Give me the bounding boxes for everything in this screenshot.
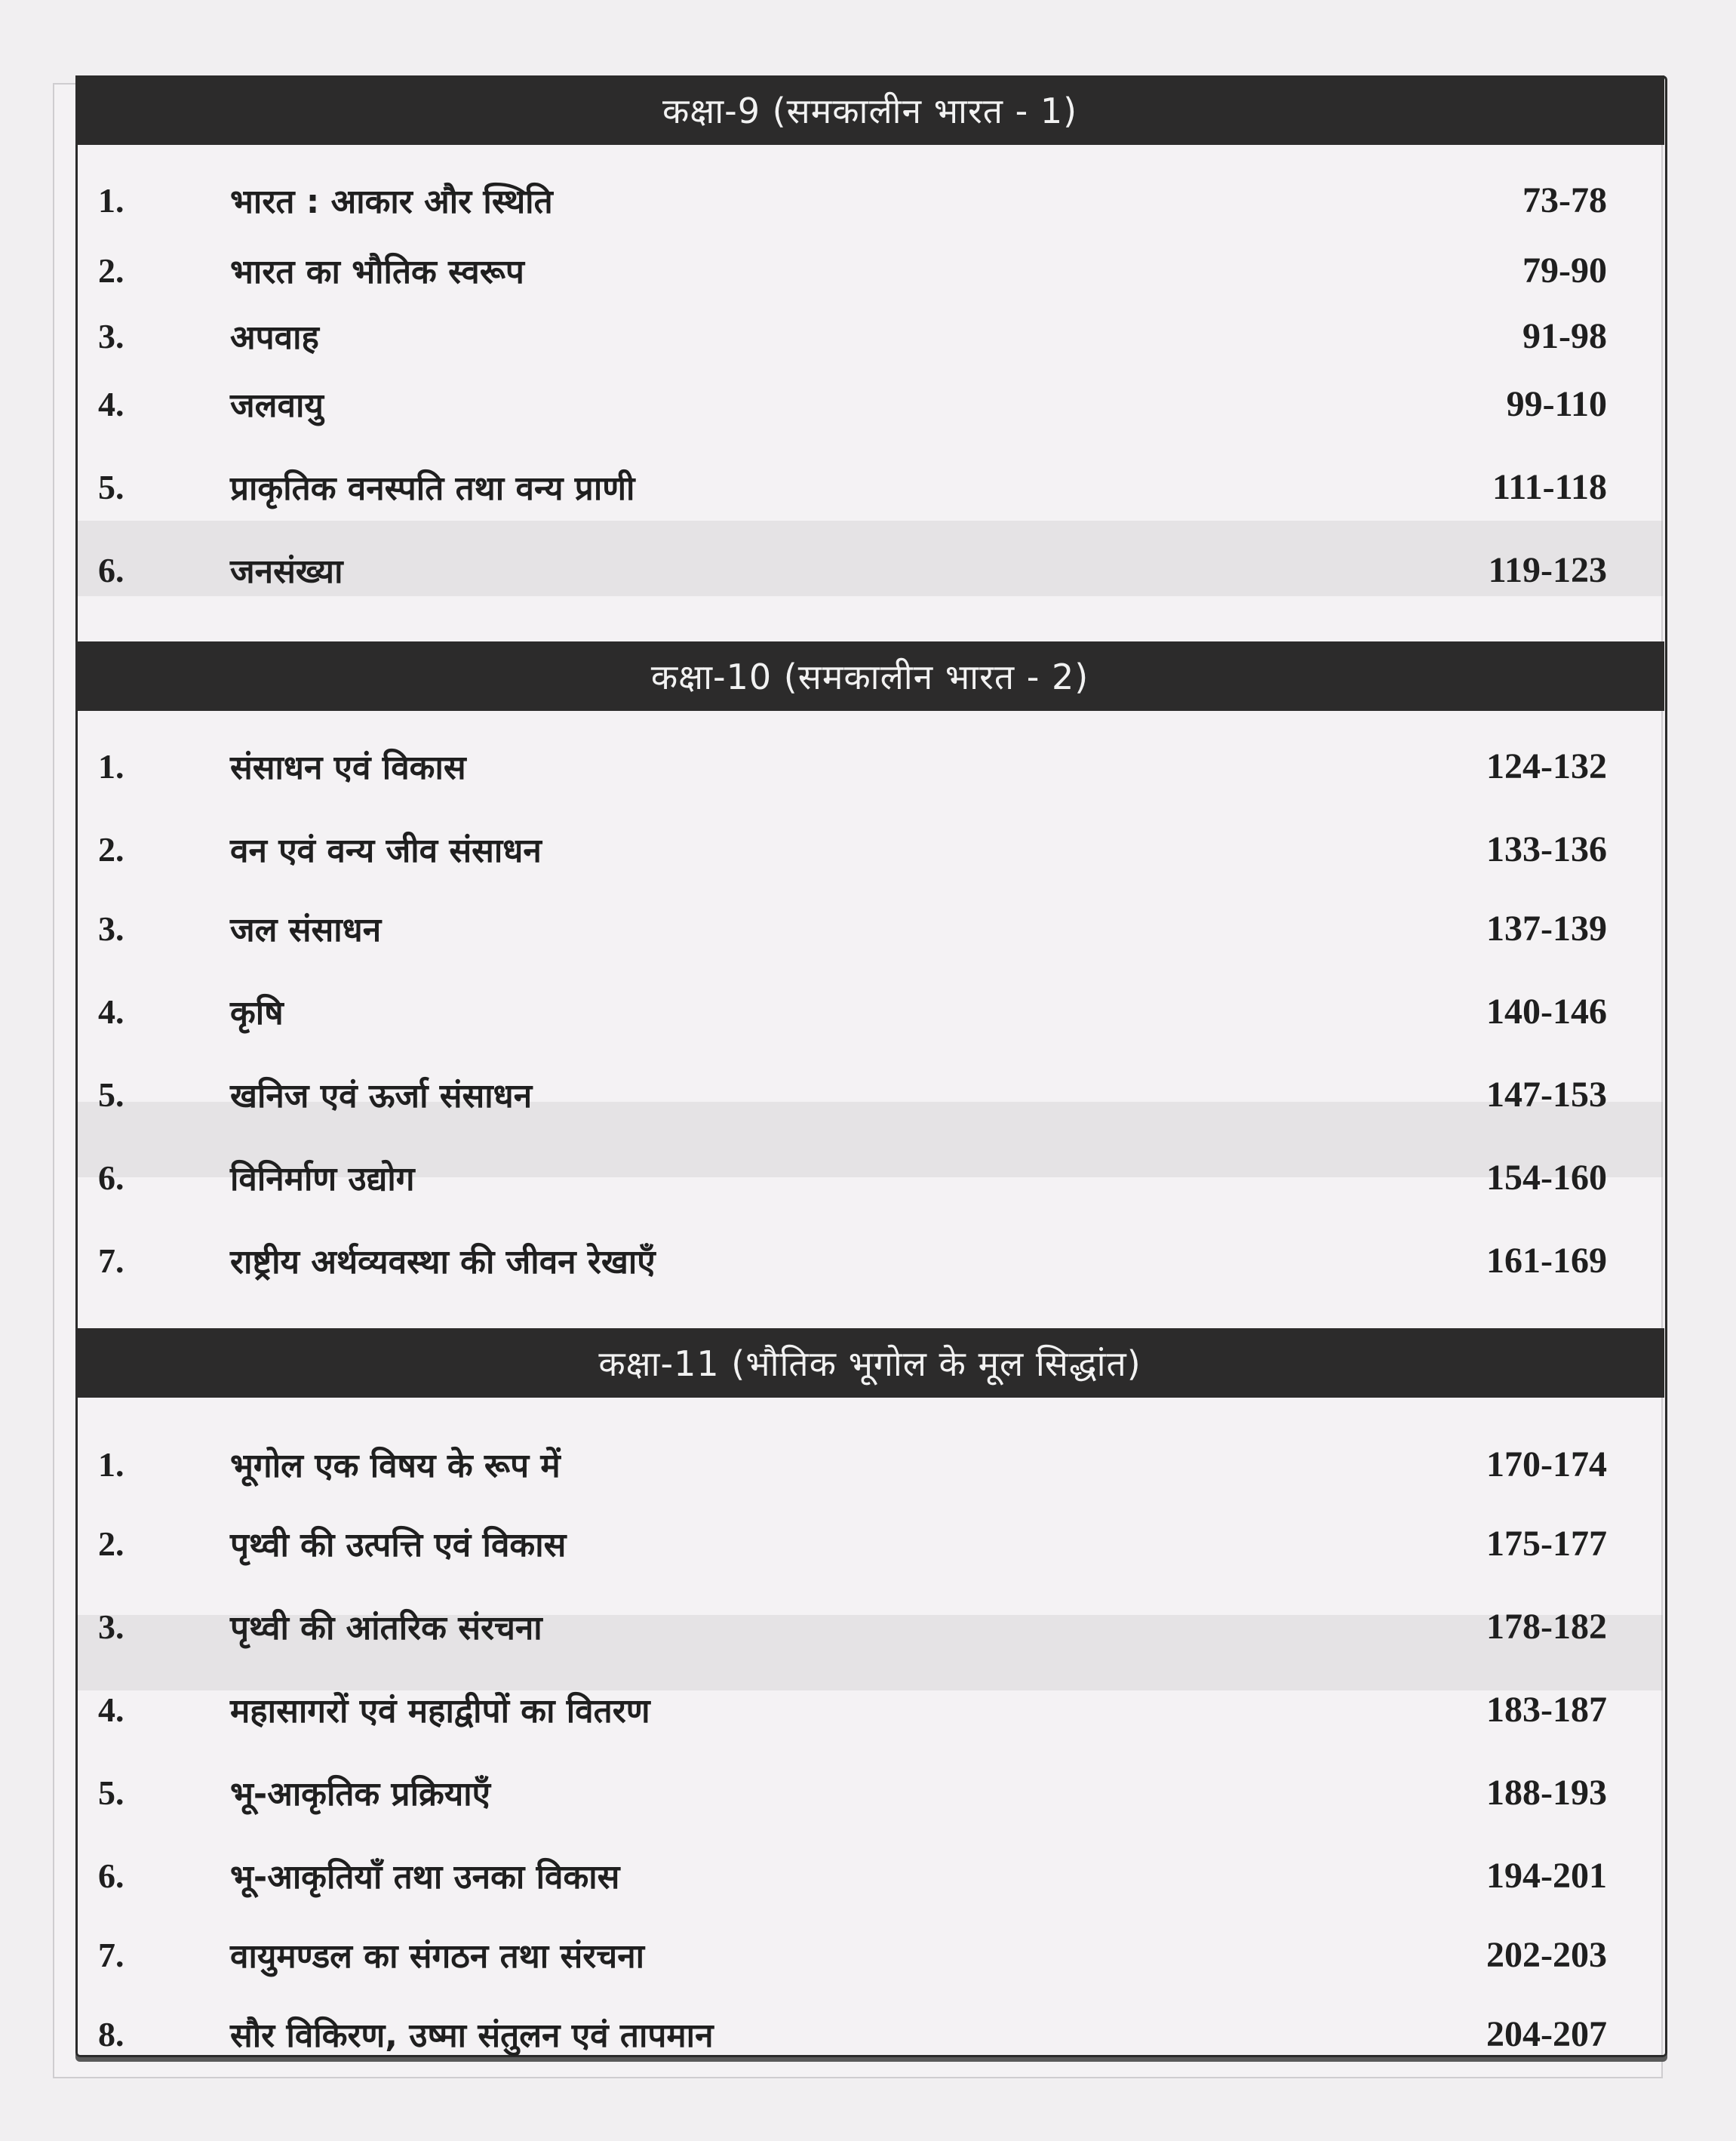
item-pages: 175-177: [1486, 1523, 1607, 1564]
item-pages: 188-193: [1486, 1772, 1607, 1813]
item-pages: 170-174: [1486, 1444, 1607, 1484]
toc-row[interactable]: [98, 1762, 1652, 1823]
item-number: 6.: [98, 1158, 124, 1197]
item-pages: 91-98: [1522, 315, 1607, 356]
item-number: 4.: [98, 384, 124, 423]
item-pages: 99-110: [1506, 383, 1607, 424]
item-title: महासागरों एवं महाद्वीपों का वितरण: [230, 1692, 650, 1730]
toc-row[interactable]: [98, 170, 1652, 230]
item-title: जलवायु: [230, 386, 324, 425]
item-pages: 140-146: [1486, 991, 1607, 1032]
item-title: भारत का भौतिक स्वरूप: [230, 253, 524, 291]
item-title: वन एवं वन्य जीव संसाधन: [230, 832, 542, 870]
toc-row[interactable]: [98, 1434, 1652, 1494]
item-number: 1.: [98, 746, 124, 786]
item-number: 3.: [98, 316, 124, 355]
toc-row[interactable]: [98, 1845, 1652, 1906]
toc-row[interactable]: [98, 457, 1652, 517]
item-number: 6.: [98, 550, 124, 589]
item-pages: 73-78: [1522, 180, 1607, 220]
toc-row[interactable]: [98, 1064, 1652, 1124]
item-number: 3.: [98, 1607, 124, 1646]
item-title: जल संसाधन: [230, 911, 382, 949]
item-number: 5.: [98, 1773, 124, 1812]
item-pages: 111-118: [1492, 466, 1607, 507]
toc-row[interactable]: [98, 1679, 1652, 1740]
toc-row[interactable]: [98, 1596, 1652, 1657]
item-title: अपवाह: [230, 318, 319, 357]
item-title: प्राकृतिक वनस्पति तथा वन्य प्राणी: [230, 469, 635, 508]
toc-row[interactable]: [98, 819, 1652, 879]
item-title: संसाधन एवं विकास: [230, 749, 466, 787]
toc-row[interactable]: [98, 736, 1652, 796]
item-number: 5.: [98, 1075, 124, 1114]
item-number: 3.: [98, 909, 124, 948]
toc-row[interactable]: [98, 540, 1652, 600]
item-number: 4.: [98, 992, 124, 1031]
item-pages: 137-139: [1486, 908, 1607, 949]
item-number: 4.: [98, 1690, 124, 1729]
item-pages: 178-182: [1486, 1606, 1607, 1647]
item-number: 7.: [98, 1935, 124, 1974]
item-pages: 154-160: [1486, 1157, 1607, 1198]
item-title: कृषि: [230, 994, 284, 1032]
item-title: पृथ्वी की उत्पत्ति एवं विकास: [230, 1526, 567, 1564]
item-pages: 124-132: [1486, 746, 1607, 786]
item-number: 6.: [98, 1856, 124, 1895]
toc-row[interactable]: [98, 1147, 1652, 1207]
item-pages: 79-90: [1522, 250, 1607, 291]
item-title: पृथ्वी की आंतरिक संरचना: [230, 1609, 542, 1647]
item-title: राष्ट्रीय अर्थव्यवस्था की जीवन रेखाएँ: [230, 1243, 656, 1281]
item-title: विनिर्माण उद्योग: [230, 1160, 415, 1198]
toc-row[interactable]: [98, 1513, 1652, 1573]
section-header-class-11: कक्षा-11 (भौतिक भूगोल के मूल सिद्धांत): [75, 1328, 1664, 1398]
item-number: 2.: [98, 1524, 124, 1563]
item-title: जनसंख्या: [230, 552, 343, 591]
item-number: 2.: [98, 829, 124, 869]
item-title: भूगोल एक विषय के रूप में: [230, 1447, 561, 1485]
toc-row[interactable]: [98, 306, 1652, 366]
toc-row[interactable]: [98, 1230, 1652, 1290]
item-pages: 194-201: [1486, 1855, 1607, 1896]
toc-row[interactable]: [98, 1924, 1652, 1985]
item-number: 8.: [98, 2014, 124, 2053]
item-pages: 161-169: [1486, 1240, 1607, 1281]
item-pages: 119-123: [1488, 549, 1607, 590]
item-number: 1.: [98, 1444, 124, 1484]
item-pages: 204-207: [1486, 2013, 1607, 2054]
toc-row[interactable]: [98, 240, 1652, 300]
item-pages: 133-136: [1486, 829, 1607, 869]
item-title: खनिज एवं ऊर्जा संसाधन: [230, 1077, 533, 1115]
item-pages: 147-153: [1486, 1074, 1607, 1115]
item-pages: 183-187: [1486, 1689, 1607, 1730]
item-number: 2.: [98, 251, 124, 290]
section-header-class-10: कक्षा-10 (समकालीन भारत - 2): [75, 641, 1664, 711]
toc-row[interactable]: [98, 898, 1652, 958]
item-pages: 202-203: [1486, 1934, 1607, 1975]
item-number: 1.: [98, 180, 124, 220]
item-title: भू-आकृतिक प्रक्रियाएँ: [230, 1775, 491, 1813]
toc-row[interactable]: [98, 981, 1652, 1041]
toc-row[interactable]: [98, 2004, 1652, 2064]
toc-row[interactable]: [98, 374, 1652, 434]
item-title: भू-आकृतियाँ तथा उनका विकास: [230, 1858, 620, 1896]
section-header-class-9: कक्षा-9 (समकालीन भारत - 1): [75, 75, 1664, 145]
item-title: वायुमण्डल का संगठन तथा संरचना: [230, 1937, 645, 1976]
item-number: 5.: [98, 467, 124, 506]
item-title: भारत : आकार और स्थिति: [230, 183, 553, 221]
item-number: 7.: [98, 1241, 124, 1280]
item-title: सौर विकिरण, उष्मा संतुलन एवं तापमान: [230, 2016, 714, 2055]
